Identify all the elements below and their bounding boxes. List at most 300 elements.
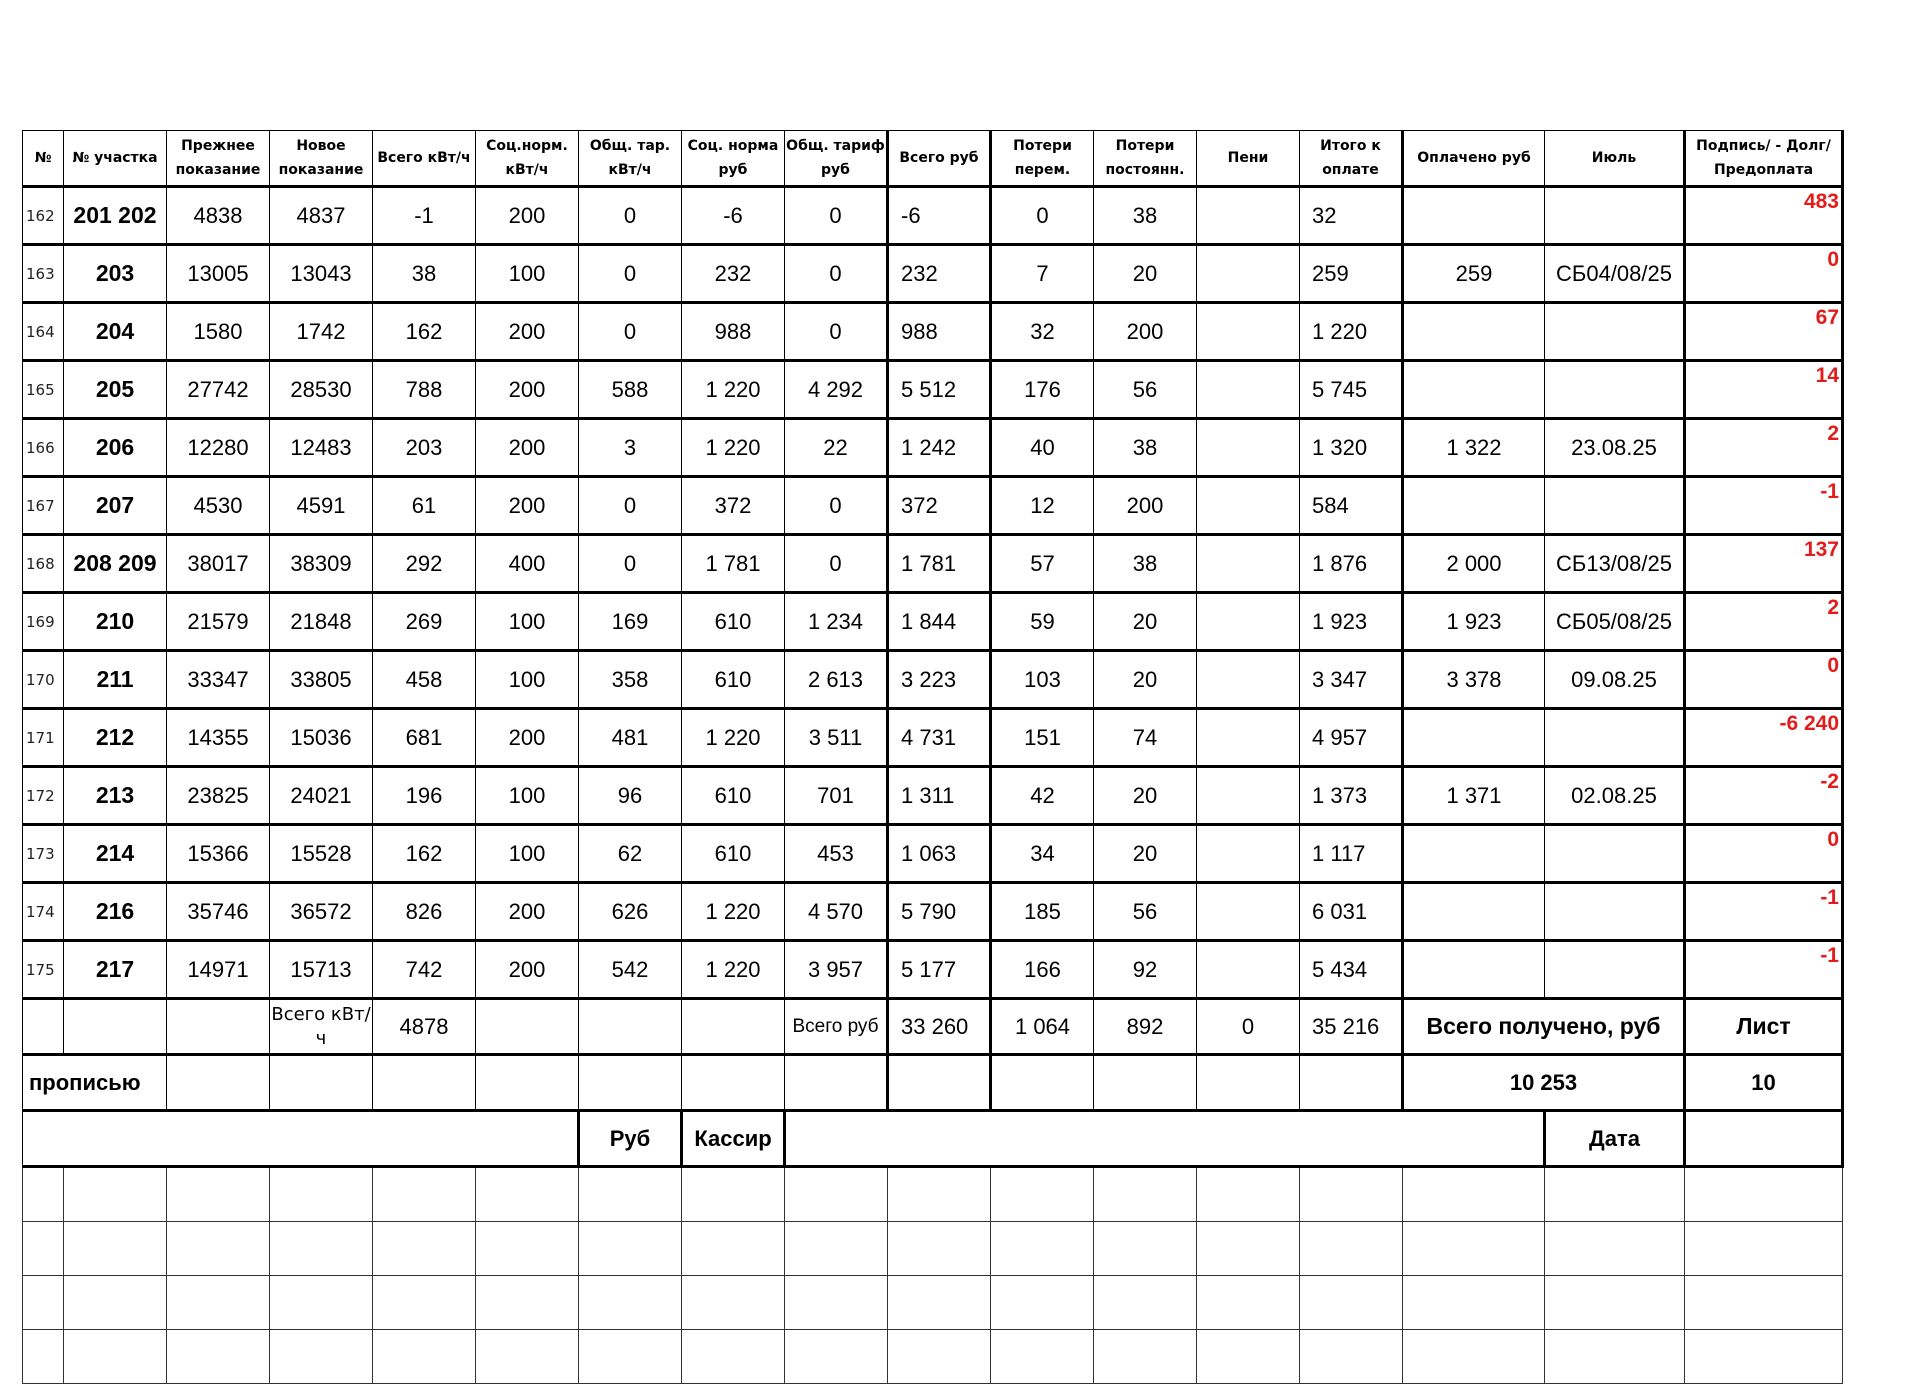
empty-cell [1094, 1330, 1197, 1384]
table-row [23, 361, 1843, 419]
cell-soc-kwh: 100 [476, 593, 579, 651]
empty-cell [1685, 1276, 1843, 1330]
cell-new: 1742 [270, 303, 373, 361]
cell-penalty [1197, 593, 1300, 651]
empty-cell [1197, 1276, 1300, 1330]
date-value [1685, 1111, 1843, 1167]
cell-num: 167 [23, 477, 64, 535]
cell-penalty [1197, 825, 1300, 883]
table-row [23, 767, 1843, 825]
cell-gen-rub: 0 [785, 245, 888, 303]
cell-penalty [1197, 477, 1300, 535]
cell-num: 163 [23, 245, 64, 303]
electricity-sheet [22, 130, 1844, 1384]
table-row [23, 941, 1843, 999]
cell-paid [1403, 187, 1545, 245]
cell-loss-var: 42 [991, 767, 1094, 825]
cell-prev: 4530 [167, 477, 270, 535]
cell-soc-kwh: 100 [476, 767, 579, 825]
cell-month [1545, 883, 1685, 941]
header-gen-rub: Общ. тариф руб [785, 131, 888, 187]
empty-cell [167, 1330, 270, 1384]
cell-gen-rub: 2 613 [785, 651, 888, 709]
header-gen-kwh: Общ. тар. кВт/ч [579, 131, 682, 187]
cell-paid [1403, 303, 1545, 361]
cell-total-rub: 988 [888, 303, 991, 361]
total-penalty: 0 [1197, 999, 1300, 1055]
cell-soc-kwh: 200 [476, 419, 579, 477]
cell-soc-rub: 372 [682, 477, 785, 535]
cell-loss-var: 32 [991, 303, 1094, 361]
header-soc-kwh: Соц.норм. кВт/ч [476, 131, 579, 187]
cell-soc-rub: 610 [682, 767, 785, 825]
cell-kwh: 269 [373, 593, 476, 651]
cell-balance: 137 [1685, 535, 1843, 593]
cell-plot: 210 [64, 593, 167, 651]
cell-gen-kwh: 0 [579, 303, 682, 361]
cell-loss-const: 20 [1094, 651, 1197, 709]
cell-plot: 216 [64, 883, 167, 941]
cell-new: 12483 [270, 419, 373, 477]
total-loss-const: 892 [1094, 999, 1197, 1055]
rub-label: Руб [579, 1111, 682, 1167]
header-balance: Подпись/ - Долг/Предоплата [1685, 131, 1843, 187]
empty-cell [1197, 1222, 1300, 1276]
empty-cell [579, 1276, 682, 1330]
cell-balance: 67 [1685, 303, 1843, 361]
cell-total-due: 259 [1300, 245, 1403, 303]
empty-cell [476, 1222, 579, 1276]
empty-cell [1197, 1055, 1300, 1111]
cell-penalty [1197, 651, 1300, 709]
cell-paid: 1 371 [1403, 767, 1545, 825]
cashier-signature-field [785, 1111, 1545, 1167]
empty-cell [1197, 1330, 1300, 1384]
cell-paid: 1 322 [1403, 419, 1545, 477]
cell-kwh: 162 [373, 303, 476, 361]
cell-kwh: 196 [373, 767, 476, 825]
cell-month: 09.08.25 [1545, 651, 1685, 709]
cell-loss-const: 38 [1094, 535, 1197, 593]
table-row [23, 245, 1843, 303]
cell-total-due: 1 923 [1300, 593, 1403, 651]
empty-cell [1094, 1055, 1197, 1111]
empty-cell [888, 1167, 991, 1222]
cell-new: 38309 [270, 535, 373, 593]
cell-num: 170 [23, 651, 64, 709]
empty-cell [785, 1330, 888, 1384]
empty-cell [1403, 1330, 1545, 1384]
cell-gen-kwh: 0 [579, 535, 682, 593]
cell-loss-var: 103 [991, 651, 1094, 709]
cell-penalty [1197, 883, 1300, 941]
cell-gen-rub: 0 [785, 477, 888, 535]
cell-loss-var: 57 [991, 535, 1094, 593]
cell-total-due: 1 373 [1300, 767, 1403, 825]
empty-cell [1685, 1330, 1843, 1384]
cell-paid [1403, 477, 1545, 535]
empty-cell [1300, 1055, 1403, 1111]
cell-kwh: 742 [373, 941, 476, 999]
empty-grid-row [23, 1276, 1843, 1330]
cell-soc-rub: 1 220 [682, 361, 785, 419]
empty-cell [373, 1055, 476, 1111]
empty-cell [1300, 1222, 1403, 1276]
cell-gen-kwh: 0 [579, 245, 682, 303]
cell-gen-rub: 22 [785, 419, 888, 477]
cell-gen-kwh: 96 [579, 767, 682, 825]
cell-total-rub: 4 731 [888, 709, 991, 767]
empty-cell [991, 1276, 1094, 1330]
empty-cell [167, 1222, 270, 1276]
cell-new: 15036 [270, 709, 373, 767]
cell-total-due: 1 876 [1300, 535, 1403, 593]
header-num: № [23, 131, 64, 187]
header-row [23, 131, 1843, 187]
cell-total-due: 5 745 [1300, 361, 1403, 419]
header-soc-rub: Соц. норма руб [682, 131, 785, 187]
empty-cell [1197, 1167, 1300, 1222]
empty-cell [888, 1222, 991, 1276]
cell-balance: -1 [1685, 941, 1843, 999]
header-month: Июль [1545, 131, 1685, 187]
cell-num: 171 [23, 709, 64, 767]
cell-kwh: 826 [373, 883, 476, 941]
cell-soc-rub: 988 [682, 303, 785, 361]
cell-total-due: 584 [1300, 477, 1403, 535]
cell-soc-rub: 232 [682, 245, 785, 303]
empty-grid-row [23, 1330, 1843, 1384]
cell-num: 165 [23, 361, 64, 419]
cell-balance: -2 [1685, 767, 1843, 825]
cell-soc-kwh: 200 [476, 187, 579, 245]
cell-total-rub: 1 063 [888, 825, 991, 883]
cell-loss-var: 12 [991, 477, 1094, 535]
cell-soc-kwh: 200 [476, 941, 579, 999]
cell-gen-rub: 701 [785, 767, 888, 825]
empty-cell [23, 1167, 64, 1222]
empty-cell [579, 1055, 682, 1111]
cell-gen-kwh: 358 [579, 651, 682, 709]
empty-cell [64, 1222, 167, 1276]
empty-cell [579, 1330, 682, 1384]
empty-cell [23, 999, 64, 1055]
cell-plot: 207 [64, 477, 167, 535]
cell-loss-var: 40 [991, 419, 1094, 477]
total-due: 35 216 [1300, 999, 1403, 1055]
cell-plot: 206 [64, 419, 167, 477]
cell-loss-var: 7 [991, 245, 1094, 303]
cell-balance: 0 [1685, 825, 1843, 883]
cell-paid: 1 923 [1403, 593, 1545, 651]
cell-soc-rub: 1 220 [682, 419, 785, 477]
cell-balance: -1 [1685, 477, 1843, 535]
total-rub-label: Всего руб [785, 999, 888, 1055]
cell-total-rub: -6 [888, 187, 991, 245]
empty-cell [167, 1167, 270, 1222]
cell-new: 4591 [270, 477, 373, 535]
cell-month: 02.08.25 [1545, 767, 1685, 825]
cell-soc-kwh: 100 [476, 651, 579, 709]
cell-gen-kwh: 588 [579, 361, 682, 419]
cell-new: 28530 [270, 361, 373, 419]
empty-cell [270, 1330, 373, 1384]
cell-prev: 21579 [167, 593, 270, 651]
empty-grid-row [23, 1222, 1843, 1276]
cell-balance: 2 [1685, 419, 1843, 477]
table-row [23, 883, 1843, 941]
cell-loss-const: 200 [1094, 477, 1197, 535]
table-row [23, 187, 1843, 245]
cell-loss-const: 38 [1094, 419, 1197, 477]
empty-cell [1094, 1276, 1197, 1330]
cell-plot: 205 [64, 361, 167, 419]
cell-gen-kwh: 626 [579, 883, 682, 941]
cell-num: 172 [23, 767, 64, 825]
empty-cell [476, 1276, 579, 1330]
cell-loss-var: 151 [991, 709, 1094, 767]
empty-cell [682, 1222, 785, 1276]
total-kwh-value: 4878 [373, 999, 476, 1055]
cell-prev: 33347 [167, 651, 270, 709]
empty-cell [1685, 1222, 1843, 1276]
table-row [23, 651, 1843, 709]
header-loss-const: Потери постоянн. [1094, 131, 1197, 187]
header-plot: № участка [64, 131, 167, 187]
cell-penalty [1197, 419, 1300, 477]
cell-gen-rub: 0 [785, 187, 888, 245]
cell-kwh: 681 [373, 709, 476, 767]
empty-cell [23, 1330, 64, 1384]
empty-cell [888, 1330, 991, 1384]
cell-penalty [1197, 535, 1300, 593]
cell-soc-kwh: 200 [476, 303, 579, 361]
cell-total-due: 1 320 [1300, 419, 1403, 477]
cell-balance: -6 240 [1685, 709, 1843, 767]
cell-num: 175 [23, 941, 64, 999]
cell-plot: 208 209 [64, 535, 167, 593]
cell-month [1545, 825, 1685, 883]
empty-cell [785, 1222, 888, 1276]
header-prev: Прежнее показание [167, 131, 270, 187]
cell-soc-kwh: 100 [476, 245, 579, 303]
cell-kwh: 788 [373, 361, 476, 419]
table-row [23, 825, 1843, 883]
cell-total-rub: 372 [888, 477, 991, 535]
cell-month [1545, 361, 1685, 419]
empty-grid-row [23, 1167, 1843, 1222]
empty-cell [270, 1055, 373, 1111]
cell-plot: 213 [64, 767, 167, 825]
empty-cell [373, 1222, 476, 1276]
cell-soc-rub: 1 220 [682, 709, 785, 767]
totals-row [23, 999, 1843, 1055]
cell-balance: -1 [1685, 883, 1843, 941]
empty-cell [1545, 1167, 1685, 1222]
cell-gen-rub: 0 [785, 303, 888, 361]
empty-cell [888, 1055, 991, 1111]
header-total-rub: Всего руб [888, 131, 991, 187]
cell-new: 24021 [270, 767, 373, 825]
empty-cell [23, 1276, 64, 1330]
cell-prev: 12280 [167, 419, 270, 477]
header-kwh: Всего кВт/ч [373, 131, 476, 187]
cell-gen-kwh: 169 [579, 593, 682, 651]
cell-new: 15713 [270, 941, 373, 999]
empty-cell [373, 1330, 476, 1384]
cell-prev: 23825 [167, 767, 270, 825]
empty-cell [682, 1276, 785, 1330]
cell-loss-const: 20 [1094, 767, 1197, 825]
table-row [23, 419, 1843, 477]
empty-cell [991, 1167, 1094, 1222]
cell-total-rub: 1 781 [888, 535, 991, 593]
received-label: Всего получено, руб [1403, 999, 1685, 1055]
cell-gen-kwh: 62 [579, 825, 682, 883]
cell-paid [1403, 941, 1545, 999]
cell-gen-kwh: 0 [579, 477, 682, 535]
header-paid: Оплачено руб [1403, 131, 1545, 187]
sheet-label: Лист [1685, 999, 1843, 1055]
cashier-label: Кассир [682, 1111, 785, 1167]
cell-prev: 13005 [167, 245, 270, 303]
cell-loss-var: 185 [991, 883, 1094, 941]
empty-cell [476, 1330, 579, 1384]
cell-prev: 27742 [167, 361, 270, 419]
cell-gen-kwh: 3 [579, 419, 682, 477]
cell-gen-kwh: 0 [579, 187, 682, 245]
header-loss-var: Потери перем. [991, 131, 1094, 187]
empty-cell [270, 1167, 373, 1222]
empty-cell [64, 1167, 167, 1222]
empty-cell [991, 1330, 1094, 1384]
empty-cell [1403, 1222, 1545, 1276]
table-row [23, 477, 1843, 535]
cell-loss-var: 176 [991, 361, 1094, 419]
cell-loss-const: 20 [1094, 245, 1197, 303]
words-row [23, 1055, 1843, 1111]
empty-cell [1300, 1330, 1403, 1384]
cell-total-due: 4 957 [1300, 709, 1403, 767]
empty-cell [579, 1222, 682, 1276]
cell-gen-kwh: 481 [579, 709, 682, 767]
cell-prev: 35746 [167, 883, 270, 941]
cell-gen-rub: 1 234 [785, 593, 888, 651]
empty-cell [64, 1330, 167, 1384]
empty-cell [1545, 1330, 1685, 1384]
empty-cell [1300, 1276, 1403, 1330]
date-label: Дата [1545, 1111, 1685, 1167]
cell-num: 164 [23, 303, 64, 361]
empty-cell [23, 1222, 64, 1276]
empty-cell [682, 999, 785, 1055]
empty-cell [1094, 1167, 1197, 1222]
cell-new: 36572 [270, 883, 373, 941]
cell-soc-kwh: 200 [476, 361, 579, 419]
empty-cell [579, 999, 682, 1055]
cell-loss-const: 200 [1094, 303, 1197, 361]
cell-balance: 2 [1685, 593, 1843, 651]
cell-penalty [1197, 941, 1300, 999]
cell-plot: 211 [64, 651, 167, 709]
table-row [23, 709, 1843, 767]
cell-balance: 0 [1685, 245, 1843, 303]
cell-total-rub: 232 [888, 245, 991, 303]
cell-paid [1403, 825, 1545, 883]
cell-month: СБ04/08/25 [1545, 245, 1685, 303]
cell-soc-rub: 610 [682, 825, 785, 883]
cell-month [1545, 477, 1685, 535]
cell-soc-rub: 1 220 [682, 941, 785, 999]
empty-cell [785, 1276, 888, 1330]
cell-loss-var: 166 [991, 941, 1094, 999]
empty-cell [1545, 1276, 1685, 1330]
cell-new: 21848 [270, 593, 373, 651]
cell-paid: 3 378 [1403, 651, 1545, 709]
cell-loss-var: 34 [991, 825, 1094, 883]
cell-kwh: 292 [373, 535, 476, 593]
cell-total-rub: 1 242 [888, 419, 991, 477]
cell-soc-kwh: 100 [476, 825, 579, 883]
empty-cell [23, 1111, 579, 1167]
empty-cell [373, 1167, 476, 1222]
cell-kwh: 61 [373, 477, 476, 535]
cell-penalty [1197, 187, 1300, 245]
cell-loss-const: 56 [1094, 883, 1197, 941]
empty-cell [682, 1055, 785, 1111]
cell-kwh: 38 [373, 245, 476, 303]
cell-month [1545, 303, 1685, 361]
empty-cell [64, 999, 167, 1055]
empty-cell [785, 1167, 888, 1222]
empty-cell [270, 1276, 373, 1330]
cell-plot: 217 [64, 941, 167, 999]
cell-total-due: 1 117 [1300, 825, 1403, 883]
cell-kwh: 203 [373, 419, 476, 477]
empty-cell [682, 1330, 785, 1384]
empty-cell [785, 1055, 888, 1111]
cell-soc-kwh: 400 [476, 535, 579, 593]
table-row [23, 593, 1843, 651]
total-rub-value: 33 260 [888, 999, 991, 1055]
cell-total-rub: 1 311 [888, 767, 991, 825]
cell-total-rub: 3 223 [888, 651, 991, 709]
cell-soc-kwh: 200 [476, 709, 579, 767]
cell-num: 174 [23, 883, 64, 941]
cell-total-due: 3 347 [1300, 651, 1403, 709]
empty-cell [579, 1167, 682, 1222]
cell-num: 173 [23, 825, 64, 883]
cell-total-rub: 5 177 [888, 941, 991, 999]
cell-soc-rub: 610 [682, 593, 785, 651]
cell-gen-rub: 4 570 [785, 883, 888, 941]
empty-cell [1403, 1167, 1545, 1222]
empty-cell [64, 1276, 167, 1330]
cell-paid [1403, 709, 1545, 767]
header-new: Новое показание [270, 131, 373, 187]
empty-cell [1300, 1167, 1403, 1222]
empty-cell [991, 1222, 1094, 1276]
cell-penalty [1197, 767, 1300, 825]
cell-soc-rub: -6 [682, 187, 785, 245]
cell-total-due: 1 220 [1300, 303, 1403, 361]
empty-cell [270, 1222, 373, 1276]
cell-total-due: 6 031 [1300, 883, 1403, 941]
cell-plot: 203 [64, 245, 167, 303]
cell-prev: 38017 [167, 535, 270, 593]
cell-prev: 15366 [167, 825, 270, 883]
cell-plot: 214 [64, 825, 167, 883]
